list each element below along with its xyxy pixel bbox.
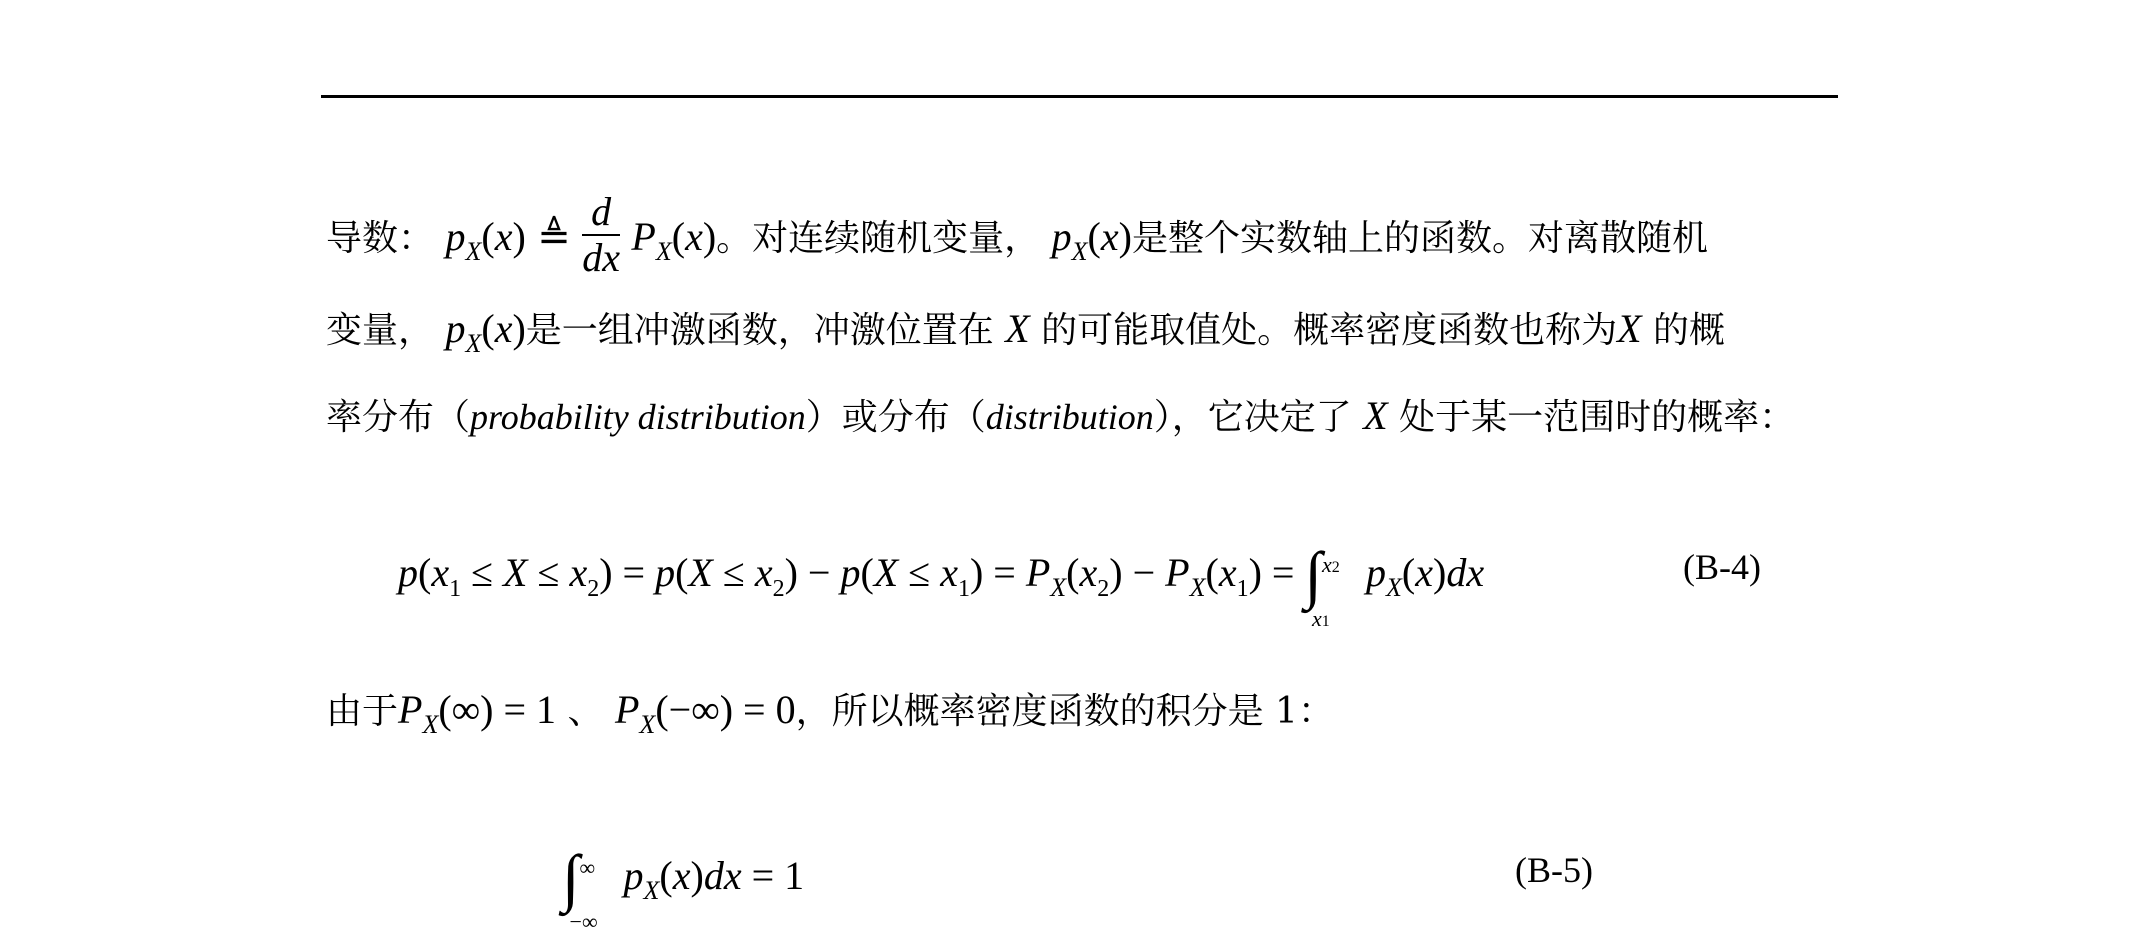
text-mid2: 的可能取值处。概率密度函数也称为 xyxy=(1041,310,1618,351)
term-distribution: distribution xyxy=(985,397,1154,437)
text-lead: 导数： xyxy=(326,218,435,259)
fraction-denominator: dx xyxy=(582,235,620,280)
header-rule xyxy=(321,95,1838,98)
integral-limits: x2 x1 xyxy=(1312,551,1340,631)
equation-b4: $p(x_1 \le X \le x_2) = p(X \le x_2) - p(X \le x_1) = P_X(x_2) - P_X(x_1)$ = ∫ x2 x1 $p_X(x)dx$ xyxy=(398,539,1485,631)
paragraph-line-1: 导数： $p_X(x)$ ≜ $\frac{d}{dx}$ $P_X(x)$。对连续随机变量， $p_X(x)$是整个实数轴上的函数。对离散随机 xyxy=(326,189,1708,280)
integral-sign: ∫ xyxy=(1304,539,1322,610)
term-probability-distribution: probability distribution xyxy=(470,397,806,437)
text-tail: 的概 xyxy=(1653,310,1726,351)
equation-b5: ∫ ∞ −∞ $p_X(x)dx = 1$ xyxy=(562,842,805,934)
text-after: 。对连续随机变量， xyxy=(716,218,1041,259)
text-tail: 是整个实数轴上的函数。对离散随机 xyxy=(1131,218,1708,259)
text-lead: 率分布（ xyxy=(326,397,471,438)
text-mid2: ），它决定了 xyxy=(1153,397,1352,438)
equation-tag-b4: (B-4) xyxy=(1683,547,1761,587)
def-symbol: ≜ xyxy=(537,214,571,259)
paragraph-line-4: 由于$P_X(\infty) = 1$ 、 $P_X(-\infty) = 0$，所以概率密度函数的积分是 1： xyxy=(326,687,1334,739)
equation-tag-b5: (B-5) xyxy=(1515,850,1593,890)
text-tail: 处于某一范围时的概率： xyxy=(1399,397,1796,438)
integral-sign: ∫ xyxy=(562,842,580,913)
text-mid: 是一组冲激函数，冲激位置在 xyxy=(525,310,994,351)
text-sep: 、 xyxy=(567,691,604,732)
equation-rhs: 1 xyxy=(784,853,805,898)
fraction-numerator: d xyxy=(582,190,620,236)
paragraph-line-3: 率分布（probability distribution）或分布（distribution），它决定了 X 处于某一范围时的概率： xyxy=(326,393,1796,438)
derivative-fraction xyxy=(582,190,620,280)
text-lead: 变量， xyxy=(326,310,435,351)
paragraph-line-2: 变量， $p_X(x)$是一组冲激函数，冲激位置在 X 的可能取值处。概率密度函数也称为X 的概 xyxy=(326,306,1726,358)
text-mid: ）或分布（ xyxy=(805,397,986,438)
text-lead: 由于 xyxy=(326,691,399,732)
integral-limits: ∞ −∞ xyxy=(569,854,598,934)
text-tail: ，所以概率密度函数的积分是 1： xyxy=(795,691,1334,732)
